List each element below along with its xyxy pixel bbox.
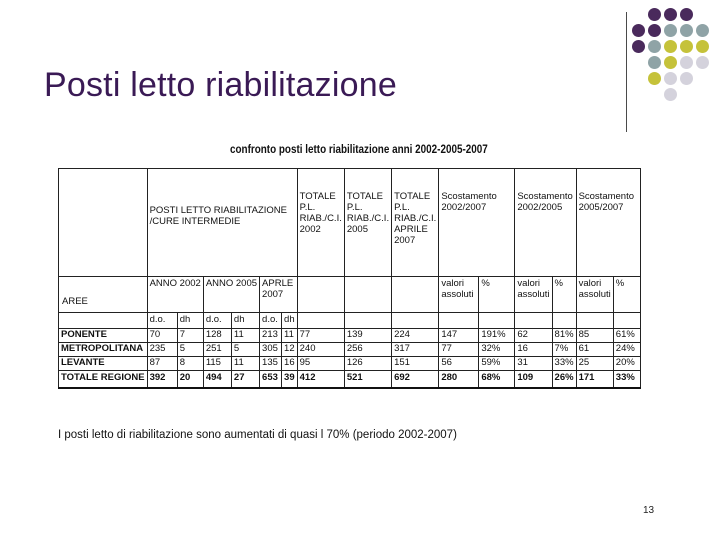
header-percent: % bbox=[552, 277, 576, 313]
header-row-3 bbox=[59, 313, 641, 329]
cell-tot2007: 692 bbox=[392, 371, 439, 389]
header-blank bbox=[439, 313, 479, 329]
cell-dh2007: 39 bbox=[282, 371, 298, 389]
header-blank bbox=[344, 313, 391, 329]
cell-v0207: 147 bbox=[439, 329, 479, 343]
header-blank bbox=[344, 277, 391, 313]
cell-v0507: 25 bbox=[576, 357, 613, 371]
header-blank bbox=[297, 277, 344, 313]
cell-do2005: 251 bbox=[203, 343, 231, 357]
header-do: d.o. bbox=[203, 313, 231, 329]
cell-dh2005: 11 bbox=[231, 357, 259, 371]
header-percent: % bbox=[479, 277, 515, 313]
cell-p0507: 61% bbox=[613, 329, 640, 343]
header-blank bbox=[576, 313, 613, 329]
decorative-dot bbox=[664, 24, 677, 37]
row-area-name: PONENTE bbox=[59, 329, 148, 343]
decorative-dot bbox=[664, 40, 677, 53]
cell-dh2007: 12 bbox=[282, 343, 298, 357]
cell-tot2007: 317 bbox=[392, 343, 439, 357]
cell-tot2007: 224 bbox=[392, 329, 439, 343]
cell-do2005: 494 bbox=[203, 371, 231, 389]
decorative-dot bbox=[648, 24, 661, 37]
cell-v0207: 280 bbox=[439, 371, 479, 389]
decorative-dot bbox=[696, 56, 709, 69]
header-blank bbox=[297, 313, 344, 329]
header-percent: % bbox=[613, 277, 640, 313]
cell-v0507: 85 bbox=[576, 329, 613, 343]
cell-do2002: 235 bbox=[147, 343, 177, 357]
header-anno-2005: ANNO 2005 bbox=[203, 277, 259, 313]
decorative-dot bbox=[664, 88, 677, 101]
cell-do2002: 70 bbox=[147, 329, 177, 343]
cell-p0207: 68% bbox=[479, 371, 515, 389]
header-blank bbox=[392, 313, 439, 329]
table-row bbox=[59, 357, 641, 371]
header-posti-letto: POSTI LETTO RIABILITAZIONE /CURE INTERMEDIE bbox=[147, 169, 297, 277]
decorative-dot bbox=[696, 40, 709, 53]
decorative-dot bbox=[680, 8, 693, 21]
decorative-dot bbox=[680, 40, 693, 53]
cell-tot2005: 256 bbox=[344, 343, 391, 357]
row-area-name: LEVANTE bbox=[59, 357, 148, 371]
cell-do2002: 392 bbox=[147, 371, 177, 389]
cell-dh2005: 5 bbox=[231, 343, 259, 357]
cell-v0205: 109 bbox=[515, 371, 552, 389]
table-row bbox=[59, 371, 641, 389]
row-area-name: METROPOLITANA bbox=[59, 343, 148, 357]
decorative-dot bbox=[648, 72, 661, 85]
cell-do2007: 213 bbox=[260, 329, 282, 343]
cell-tot2005: 126 bbox=[344, 357, 391, 371]
cell-do2005: 128 bbox=[203, 329, 231, 343]
table-row bbox=[59, 343, 641, 357]
table-container bbox=[58, 168, 641, 389]
cell-v0207: 56 bbox=[439, 357, 479, 371]
header-dh: dh bbox=[177, 313, 203, 329]
header-aprile-2007: APRLE 2007 bbox=[260, 277, 298, 313]
cell-p0205: 33% bbox=[552, 357, 576, 371]
decorative-dot bbox=[632, 24, 645, 37]
header-scostamento-2002-2005: Scostamento 2002/2005 bbox=[515, 169, 576, 277]
decorative-dot bbox=[664, 8, 677, 21]
cell-dh2007: 11 bbox=[282, 329, 298, 343]
cell-dh2005: 27 bbox=[231, 371, 259, 389]
header-valori-assoluti: valori assoluti bbox=[576, 277, 613, 313]
cell-dh2002: 5 bbox=[177, 343, 203, 357]
header-blank bbox=[479, 313, 515, 329]
header-do: d.o. bbox=[147, 313, 177, 329]
header-blank bbox=[613, 313, 640, 329]
cell-do2007: 135 bbox=[260, 357, 282, 371]
cell-do2007: 305 bbox=[260, 343, 282, 357]
cell-tot2007: 151 bbox=[392, 357, 439, 371]
cell-do2005: 115 bbox=[203, 357, 231, 371]
cell-dh2002: 20 bbox=[177, 371, 203, 389]
slide-title: Posti letto riabilitazione bbox=[44, 66, 397, 104]
cell-tot2005: 139 bbox=[344, 329, 391, 343]
cell-dh2002: 7 bbox=[177, 329, 203, 343]
decorative-dot bbox=[648, 8, 661, 21]
header-do: d.o. bbox=[260, 313, 282, 329]
cell-p0207: 191% bbox=[479, 329, 515, 343]
header-totale-2007: TOTALE P.L. RIAB./C.I. APRILE 2007 bbox=[392, 169, 439, 277]
header-row-1 bbox=[59, 169, 641, 277]
decorative-dot bbox=[648, 40, 661, 53]
header-totale-2005: TOTALE P.L. RIAB./C.I. 2005 bbox=[344, 169, 391, 277]
header-scostamento-2002-2007: Scostamento 2002/2007 bbox=[439, 169, 515, 277]
row-area-name: TOTALE REGIONE bbox=[59, 371, 148, 389]
cell-p0507: 33% bbox=[613, 371, 640, 389]
title-divider bbox=[626, 12, 627, 132]
cell-p0205: 81% bbox=[552, 329, 576, 343]
decorative-dot bbox=[680, 72, 693, 85]
table-row bbox=[59, 329, 641, 343]
cell-do2007: 653 bbox=[260, 371, 282, 389]
cell-p0507: 20% bbox=[613, 357, 640, 371]
cell-v0205: 16 bbox=[515, 343, 552, 357]
cell-tot2002: 412 bbox=[297, 371, 344, 389]
decorative-dot bbox=[680, 56, 693, 69]
page-number: 13 bbox=[643, 505, 655, 516]
header-scostamento-2005-2007: Scostamento 2005/2007 bbox=[576, 169, 640, 277]
cell-p0507: 24% bbox=[613, 343, 640, 357]
aree-label: AREE bbox=[62, 296, 88, 307]
header-valori-assoluti: valori assoluti bbox=[515, 277, 552, 313]
cell-dh2007: 16 bbox=[282, 357, 298, 371]
cell-v0205: 62 bbox=[515, 329, 552, 343]
decorative-dot bbox=[696, 24, 709, 37]
header-blank bbox=[552, 313, 576, 329]
cell-do2002: 87 bbox=[147, 357, 177, 371]
cell-dh2002: 8 bbox=[177, 357, 203, 371]
decorative-dot bbox=[632, 40, 645, 53]
footnote: I posti letto di riabilitazione sono aumentati di quasi l 70% (periodo 2002-2007) bbox=[58, 429, 457, 441]
header-blank bbox=[59, 313, 148, 329]
header-totale-2002: TOTALE P.L. RIAB./C.I. 2002 bbox=[297, 169, 344, 277]
decorative-dot bbox=[648, 56, 661, 69]
header-blank bbox=[392, 277, 439, 313]
header-row-2 bbox=[59, 277, 641, 313]
decorative-dot bbox=[664, 56, 677, 69]
cell-p0205: 26% bbox=[552, 371, 576, 389]
header-blank bbox=[59, 169, 148, 277]
cell-v0207: 77 bbox=[439, 343, 479, 357]
decorative-dot bbox=[680, 24, 693, 37]
cell-p0207: 59% bbox=[479, 357, 515, 371]
cell-tot2005: 521 bbox=[344, 371, 391, 389]
cell-tot2002: 95 bbox=[297, 357, 344, 371]
cell-tot2002: 240 bbox=[297, 343, 344, 357]
header-dh: dh bbox=[282, 313, 298, 329]
posti-letto-table bbox=[58, 168, 641, 389]
cell-p0207: 32% bbox=[479, 343, 515, 357]
cell-v0507: 61 bbox=[576, 343, 613, 357]
cell-v0507: 171 bbox=[576, 371, 613, 389]
header-blank bbox=[59, 277, 148, 313]
decorative-dot bbox=[664, 72, 677, 85]
header-anno-2002: ANNO 2002 bbox=[147, 277, 203, 313]
cell-v0205: 31 bbox=[515, 357, 552, 371]
cell-dh2005: 11 bbox=[231, 329, 259, 343]
header-dh: dh bbox=[231, 313, 259, 329]
cell-p0205: 7% bbox=[552, 343, 576, 357]
decorative-dot-grid bbox=[632, 8, 712, 104]
header-blank bbox=[515, 313, 552, 329]
header-valori-assoluti: valori assoluti bbox=[439, 277, 479, 313]
cell-tot2002: 77 bbox=[297, 329, 344, 343]
table-caption: confronto posti letto riabilitazione anni 2002-2005-2007 bbox=[230, 144, 488, 156]
